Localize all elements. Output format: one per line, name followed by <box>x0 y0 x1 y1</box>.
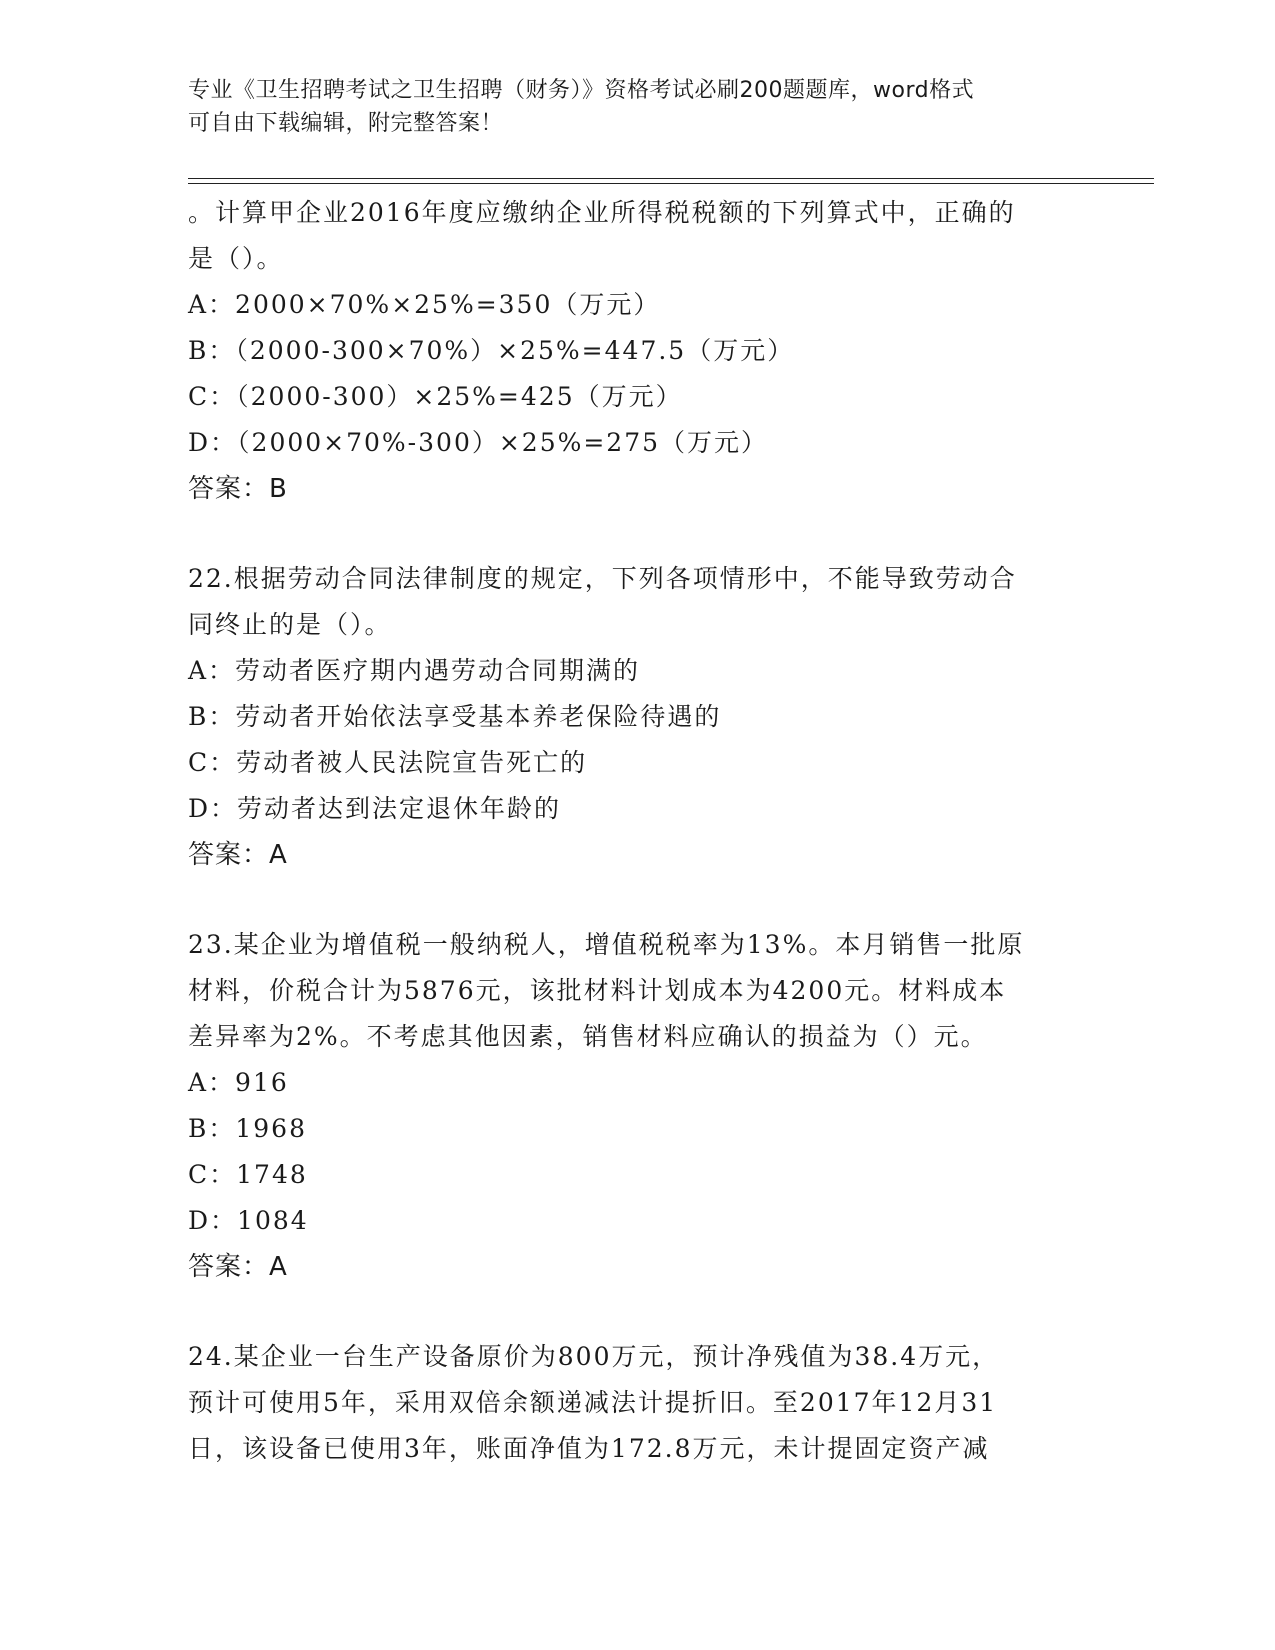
option-d: D：1084 <box>188 1206 309 1235</box>
header-line-2: 可自由下载编辑，附完整答案！ <box>188 111 504 136</box>
question-text-line: 预计可使用5年，采用双倍余额递减法计提折旧。至2017年12月31 <box>188 1388 998 1417</box>
option-d: D：劳动者达到法定退休年龄的 <box>188 794 562 823</box>
option-a: A：916 <box>188 1068 289 1097</box>
option-c: C：（2000-300）×25%=425（万元） <box>188 382 683 411</box>
question-block <box>188 922 1088 1290</box>
question-text-line: 日，该设备已使用3年，账面净值为172.8万元，未计提固定资产减 <box>188 1434 990 1463</box>
header-divider-top <box>188 178 1154 179</box>
option-b: B：劳动者开始依法享受基本养老保险待遇的 <box>188 702 722 731</box>
header-divider-bottom <box>188 183 1154 184</box>
question-block <box>188 190 1088 512</box>
question-list <box>188 190 1088 1516</box>
question-text-line: 22.根据劳动合同法律制度的规定，下列各项情形中，不能导致劳动合 <box>188 564 1017 593</box>
header-line-1: 专业《卫生招聘考试之卫生招聘（财务）》资格考试必刷200题题库，word格式 <box>188 78 975 103</box>
question-text-line: 。计算甲企业2016年度应缴纳企业所得税税额的下列算式中，正确的 <box>188 198 1016 227</box>
answer-line: 答案：B <box>188 474 288 504</box>
option-d: D：（2000×70%-300）×25%=275（万元） <box>188 428 769 457</box>
option-b: B：（2000-300×70%）×25%=447.5（万元） <box>188 336 795 365</box>
question-block <box>188 556 1088 878</box>
option-c: C：1748 <box>188 1160 308 1189</box>
question-text-line: 差异率为2%。不考虑其他因素，销售材料应确认的损益为（）元。 <box>188 1022 988 1051</box>
question-text-line: 材料，价税合计为5876元，该批材料计划成本为4200元。材料成本 <box>188 976 1007 1005</box>
document-header <box>188 74 1068 140</box>
option-a: A：2000×70%×25%=350（万元） <box>188 290 661 319</box>
question-text-line: 同终止的是（）。 <box>188 610 392 639</box>
option-a: A：劳动者医疗期内遇劳动合同期满的 <box>188 656 641 685</box>
question-block <box>188 1334 1088 1472</box>
question-text-line: 23.某企业为增值税一般纳税人，增值税税率为13%。本月销售一批原 <box>188 930 1025 959</box>
option-c: C：劳动者被人民法院宣告死亡的 <box>188 748 588 777</box>
question-text-line: 是（）。 <box>188 244 284 273</box>
option-b: B：1968 <box>188 1114 307 1143</box>
answer-line: 答案：A <box>188 1252 288 1282</box>
question-text-line: 24.某企业一台生产设备原价为800万元，预计净残值为38.4万元， <box>188 1342 1000 1371</box>
answer-line: 答案：A <box>188 840 288 870</box>
